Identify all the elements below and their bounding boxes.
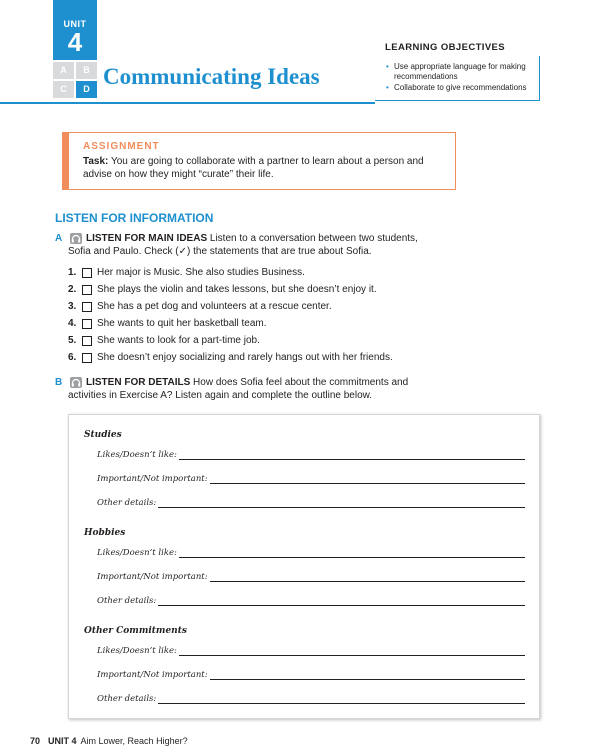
- objective-item: [386, 62, 536, 82]
- statement-item: [68, 315, 393, 332]
- outline-line-label: Important/Not important:: [97, 474, 208, 484]
- assignment-accent-bar: [63, 133, 69, 189]
- statement-list: [68, 264, 393, 366]
- outline-line-label: Likes/Doesn’t like:: [97, 548, 177, 558]
- outline-line: [97, 596, 525, 606]
- exercise-b-label: LISTEN FOR DETAILS: [86, 377, 191, 388]
- outline-line-label: Other details:: [97, 498, 157, 508]
- outline-line: [97, 450, 525, 460]
- item-number: 2.: [68, 283, 77, 295]
- item-text: She wants to look for a part-time job.: [97, 334, 260, 346]
- unit-label: UNIT: [63, 19, 87, 29]
- objective-text: Collaborate to give recommendations: [394, 83, 527, 92]
- outline-line-label: Likes/Doesn’t like:: [97, 646, 177, 656]
- outline-line-label: Likes/Doesn’t like:: [97, 450, 177, 460]
- statement-item: [68, 298, 393, 315]
- assignment-title: ASSIGNMENT: [83, 141, 160, 152]
- page-title: Communicating Ideas: [103, 64, 320, 89]
- exercise-b-instructions: [68, 376, 438, 402]
- checkbox[interactable]: [82, 285, 92, 295]
- checkbox[interactable]: [82, 302, 92, 312]
- header-rule: [0, 102, 375, 104]
- footer-unit-title: Aim Lower, Reach Higher?: [80, 736, 188, 746]
- exercise-b-instruction: How does Sofia feel about the commitments and activities in Exercise A? Listen again and complete the outline below.: [68, 377, 409, 401]
- item-text: She plays the violin and takes lessons, but she doesn’t enjoy it.: [97, 283, 377, 295]
- footer-unit: UNIT 4: [48, 736, 77, 746]
- outline-line-label: Other details:: [97, 596, 157, 606]
- checkbox[interactable]: [82, 336, 92, 346]
- outline-line-label: Important/Not important:: [97, 670, 208, 680]
- answer-blank[interactable]: [179, 647, 525, 656]
- outline-line: [97, 498, 525, 508]
- lesson-c: C: [53, 81, 74, 98]
- page-number: 70: [30, 736, 41, 746]
- item-text: She wants to quit her basketball team.: [97, 317, 267, 329]
- unit-badge: [53, 0, 97, 60]
- item-number: 3.: [68, 300, 77, 312]
- answer-blank[interactable]: [210, 671, 525, 680]
- bullet-icon: •: [386, 83, 389, 92]
- outline-line-label: Important/Not important:: [97, 572, 208, 582]
- page-footer: [30, 736, 188, 746]
- unit-number: 4: [67, 27, 83, 57]
- answer-blank[interactable]: [210, 573, 525, 582]
- outline-line: [97, 548, 525, 558]
- statement-item: [68, 281, 393, 298]
- item-text: Her major is Music. She also studies Business.: [97, 266, 305, 278]
- statement-item: [68, 332, 393, 349]
- item-text: She has a pet dog and volunteers at a rescue center.: [97, 300, 332, 312]
- objective-item: [386, 83, 536, 93]
- outline-line: [97, 694, 525, 704]
- item-number: 4.: [68, 317, 77, 329]
- section-title: LISTEN FOR INFORMATION: [55, 211, 214, 225]
- exercise-a-instructions: [68, 232, 438, 258]
- exercise-a-letter: A: [55, 233, 63, 244]
- checkbox[interactable]: [82, 319, 92, 329]
- statement-item: [68, 349, 393, 366]
- outline-line: [97, 670, 525, 680]
- lesson-a: A: [53, 62, 74, 79]
- objectives-title: LEARNING OBJECTIVES: [385, 42, 506, 53]
- outline-heading: Other Commitments: [84, 626, 187, 636]
- task-label: Task:: [83, 156, 109, 167]
- assignment-box: [62, 132, 456, 190]
- objectives-list: [386, 62, 536, 94]
- statement-item: [68, 264, 393, 281]
- checkbox[interactable]: [82, 268, 92, 278]
- exercise-b-letter: B: [55, 377, 63, 388]
- answer-blank[interactable]: [158, 695, 525, 704]
- exercise-a-label: LISTEN FOR MAIN IDEAS: [86, 233, 208, 244]
- item-number: 6.: [68, 351, 77, 363]
- objective-text: Use appropriate language for making recommendations: [394, 62, 526, 81]
- item-number: 5.: [68, 334, 77, 346]
- outline-heading: Studies: [84, 430, 122, 440]
- task-text: You are going to collaborate with a partner to learn about a person and advise on how they might “curate” their life.: [83, 156, 424, 180]
- outline-line: [97, 572, 525, 582]
- assignment-text: [83, 155, 443, 181]
- answer-blank[interactable]: [179, 549, 525, 558]
- lesson-d: D: [76, 81, 97, 98]
- outline-line-label: Other details:: [97, 694, 157, 704]
- outline-line: [97, 646, 525, 656]
- answer-blank[interactable]: [179, 451, 525, 460]
- answer-blank[interactable]: [210, 475, 525, 484]
- lesson-b: B: [76, 62, 97, 79]
- checkbox[interactable]: [82, 353, 92, 363]
- bullet-icon: •: [386, 62, 389, 71]
- exercise-a-instruction: Listen to a conversation between two students, Sofia and Paulo. Check (✓) the statements that are true about Sofia.: [68, 233, 418, 257]
- outline-box: [68, 414, 540, 719]
- outline-heading: Hobbies: [84, 528, 126, 538]
- item-text: She doesn’t enjoy socializing and rarely hangs out with her friends.: [97, 351, 393, 363]
- answer-blank[interactable]: [158, 597, 525, 606]
- answer-blank[interactable]: [158, 499, 525, 508]
- outline-line: [97, 474, 525, 484]
- item-number: 1.: [68, 266, 77, 278]
- lesson-grid: [53, 62, 97, 98]
